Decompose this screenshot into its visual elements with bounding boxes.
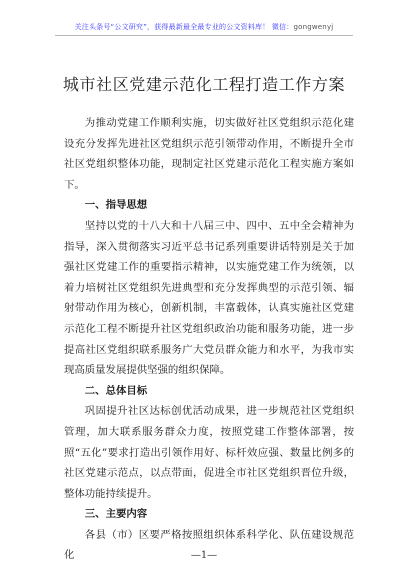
wechat-label: 微信： bbox=[271, 23, 294, 31]
body-paragraph: 为推动党建工作顺利实施，切实做好社区党组织示范化建设充分发挥先进社区党组织示范引领带动作用，不断提升全市社区党组织整体功能，现制定社区党建示范化工程实施方案如下。 bbox=[64, 117, 354, 191]
section-heading: 三、主要内容 bbox=[84, 508, 148, 521]
body-paragraph: 巩固提升社区达标创优活动成果，进一步规范社区党组织管理，加大联系服务群众力度，按照党建工作整体部署，按照“五化”要求打造出引领作用好、标杆效应强、数量比例多的社区党建示范点，以点带面，促进全市社区党组织晋位升级，整体功能持续提升。 bbox=[64, 405, 354, 500]
body-paragraph: 坚持以党的十八大和十八届三中、四中、五中全会精神为指导，深入贯彻落实习近平总书记系列重要讲话特别是关于加强社区党建工作的重要指示精神，以实施党建工作为统领，以着力培树社区党组织先进典型和充分发挥典型的示范引领、辐射带动作用为核心，创新机制，丰富载体，认真实施社区党建示范化工程不断提升社区党组织政治功能和服务功能，进一步提高社区党组织联系服务广大党员群众能力和水平，为我市实现高质量发展提供坚强的组织保障。 bbox=[64, 219, 354, 377]
section-heading: 二、总体目标 bbox=[84, 384, 148, 397]
page-number: —1— bbox=[190, 550, 218, 561]
body-paragraph: 各县（市）区要严格按照组织体系科学化、队伍建设规范化 bbox=[64, 528, 354, 562]
promo-banner-text: 关注头条号“公文研究”，获得最新最全最专业的公文资料库！ bbox=[74, 23, 270, 31]
promo-banner bbox=[0, 22, 408, 32]
header-divider bbox=[55, 35, 353, 36]
document-body bbox=[64, 113, 354, 566]
section-heading: 一、指导思想 bbox=[84, 199, 148, 212]
document-title: 城市社区党建示范化工程打造工作方案 bbox=[62, 75, 346, 94]
wechat-id: gongwenyj bbox=[293, 23, 334, 31]
